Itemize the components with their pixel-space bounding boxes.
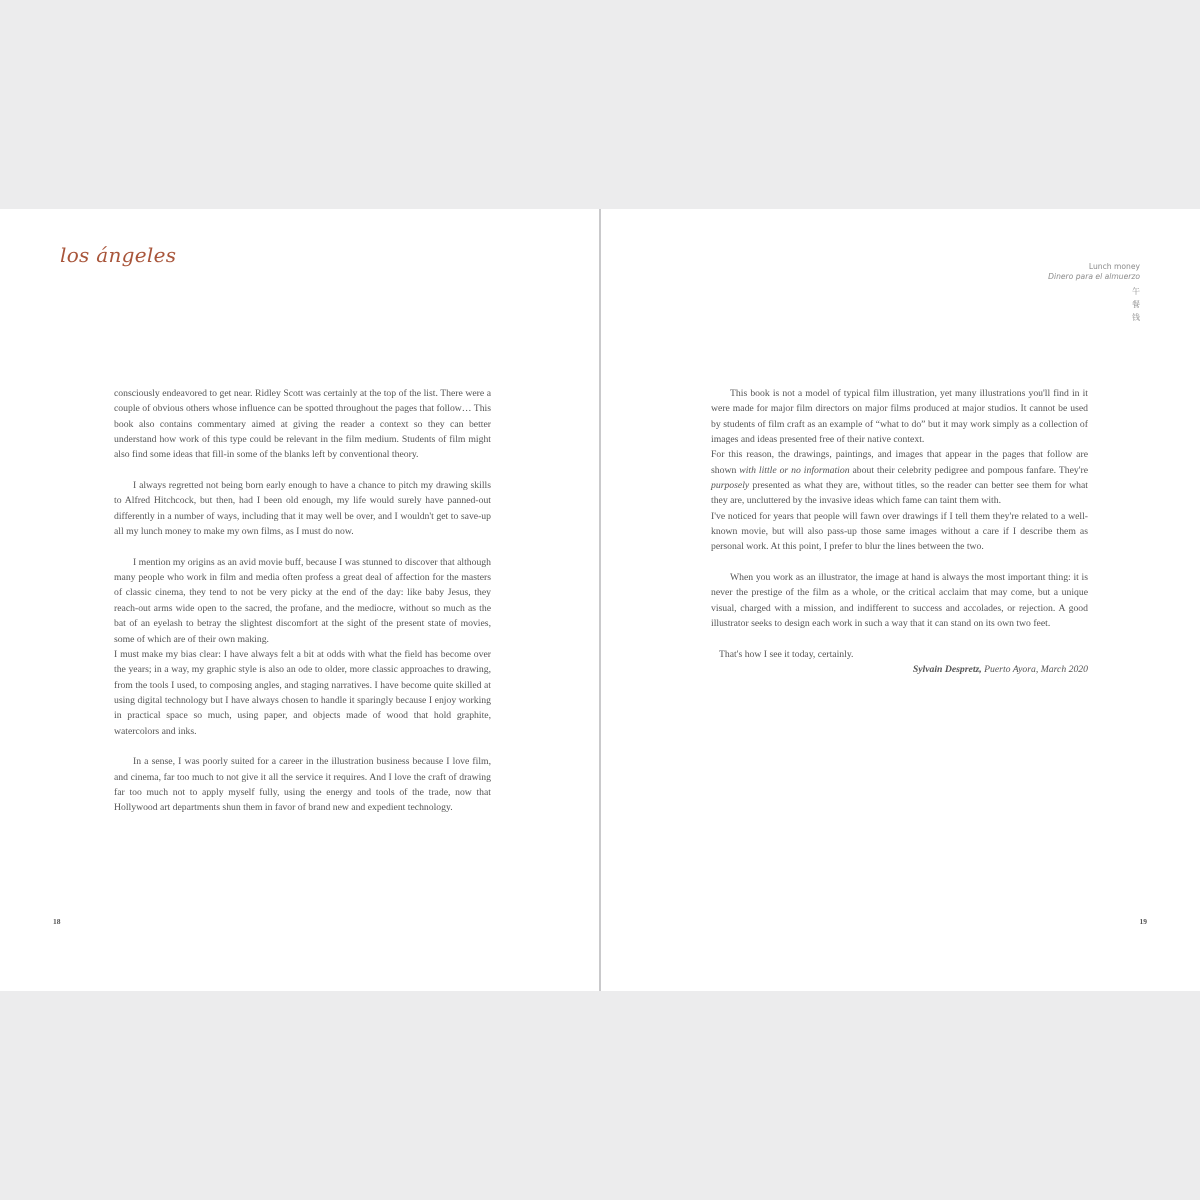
paragraph (711, 447, 1088, 508)
header-spanish: Dinero para el almuerzo (1048, 272, 1140, 281)
text-run: about their celebrity pedigree and pompous fanfare. They're (849, 464, 1088, 476)
left-page (0, 209, 599, 991)
paragraph: When you work as an illustrator, the image at hand is always the most important thing: it is never the prestige of the film as a whole, or the critical acclaim that may come, but a unique visual, charged with a mission, and indifferent to success and accolades, or rejection. A good illustrator seeks to design each work in such a way that it can stand on its own two feet. (711, 572, 1088, 630)
left-body-text (114, 386, 491, 816)
text-run: presented as what they are, without titles, so the reader can better see them for what they are, uncluttered by the invasive ideas which fame can taint them with. (711, 480, 1088, 507)
emphasis: purposely (711, 480, 750, 492)
paragraph: consciously endeavored to get near. Ridley Scott was certainly at the top of the list. There were a couple of obvious others whose influence can be spotted throughout the pages that follow… This book also contains commentary aimed at giving the reader a context so they can better understand how work of this type could be relevant in the film medium. Students of film might also find some ideas that fill-in some of the blanks left by conventional theory. (114, 388, 491, 461)
paragraph: In a sense, I was poorly suited for a career in the illustration business because I love film, and cinema, far too much to not give it all the service it requires. And I love the craft of drawing far too much not to apply myself fully, using the energy and tools of the trade, now that Hollywood art departments shun them in favor of brand new and expedient technology. (114, 756, 491, 814)
right-body-text (711, 386, 1088, 678)
paragraph: That's how I see it today, certainly. (719, 648, 854, 660)
header-chinese-char: 午 (1132, 287, 1140, 296)
book-spread (0, 209, 1200, 991)
running-header (1048, 262, 1140, 324)
paragraph: I must make my bias clear: I have always felt a bit at odds with what the field has become over the years; in a way, my graphic style is also an ode to older, more classic approaches to drawing, from the tools I used, to composing angles, and staging narratives. I have become quite skilled at using digital technology but I have always chosen to handle it sparingly because I enjoy working in practical space so much, using paper, and objects made of wood that hold graphite, watercolors and inks. (114, 648, 491, 737)
header-english: Lunch money (1088, 262, 1140, 271)
page-number: 19 (1139, 917, 1147, 926)
place-date: Puerto Ayora, March 2020 (981, 664, 1088, 676)
los-angeles-logo: los ángeles (60, 243, 177, 267)
author-name: Sylvain Despretz, (912, 664, 982, 676)
page-number: 18 (53, 917, 61, 926)
header-chinese-char: 餐 (1132, 300, 1140, 309)
paragraph: I always regretted not being born early enough to have a chance to pitch my drawing skills to Alfred Hitchcock, but then, had I been old enough, my life would surely have panned-out differently in a number of ways, including that it may well be over, and I wouldn't get to save-up all my lunch money to make my own films, as I must do now. (114, 480, 491, 538)
text-run: For this reason, the drawings, paintings, and images that appear in the pages that follow are shown (711, 449, 1088, 476)
paragraph: I mention my origins as an avid movie buff, because I was stunned to discover that although many people who work in film and media often profess a great deal of affection for the masters of classic cinema, they tend to not be very picky at the end of the day: like baby Jesus, they reach-out arms wide open to the sacred, the profane, and the mediocre, without so much as the bat of an eyelash to betray the slightest discomfort at the sight of the present state of movies, some of which are of their own making. (114, 556, 491, 645)
emphasis: with little or no information (739, 464, 850, 476)
signature (711, 662, 1088, 677)
right-page (601, 209, 1200, 991)
header-chinese-char: 钱 (1132, 313, 1140, 322)
paragraph: I've noticed for years that people will fawn over drawings if I tell them they're related to a well-known movie, but will also pass-up those same images without a care if I describe them as personal work. At this point, I prefer to blur the lines between the two. (711, 510, 1088, 553)
paragraph: This book is not a model of typical film illustration, yet many illustrations you'll find in it were made for major film directors on major films produced at major studios. It cannot be used by students of film craft as an example of “what to do” but it may work simply as a collection of images and ideas presented free of their native context. (711, 388, 1088, 446)
header-chinese (1048, 285, 1140, 324)
